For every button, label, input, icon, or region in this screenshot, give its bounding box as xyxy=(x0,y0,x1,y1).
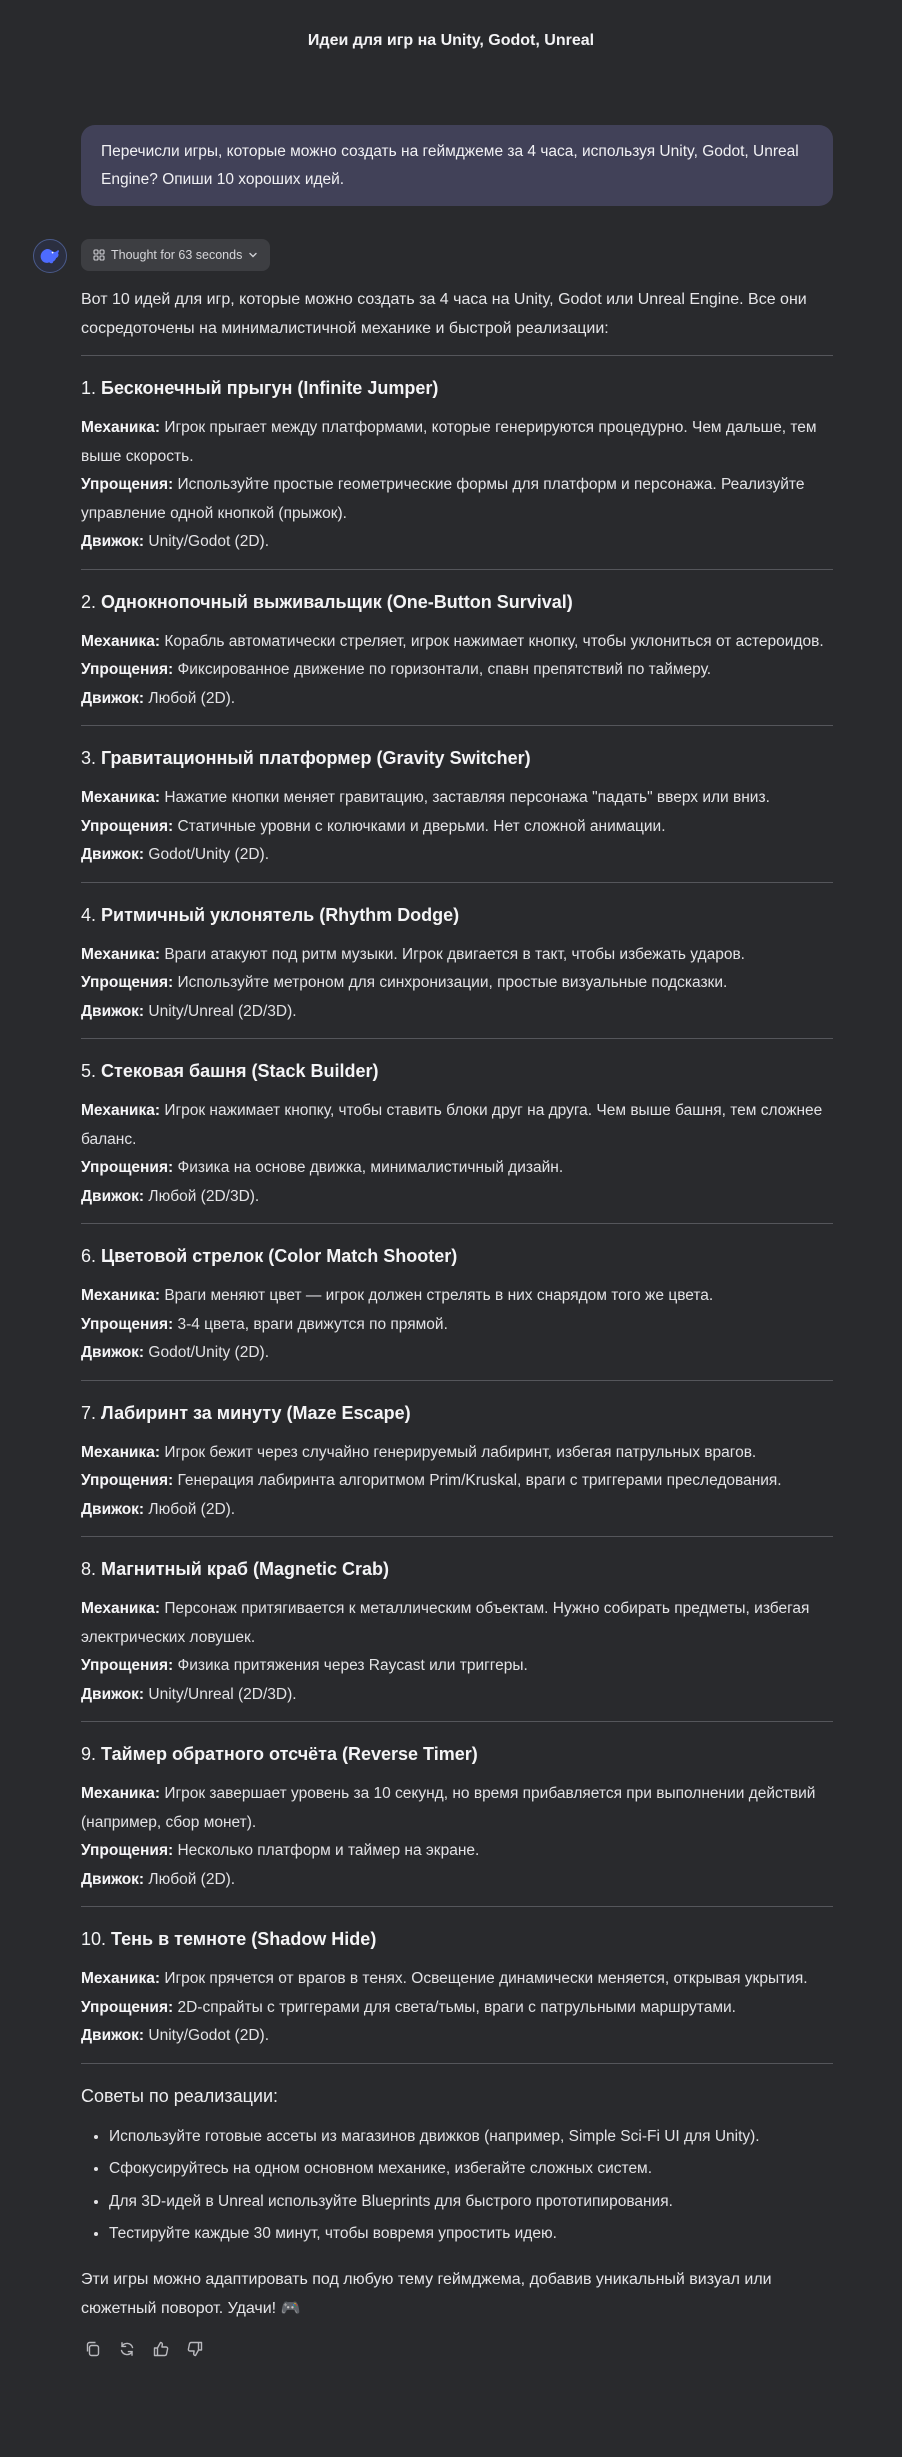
tip-item: • Сфокусируйтесь на одном основном механике, избегайте сложных систем. xyxy=(109,2153,833,2186)
simplify-text: Статичные уровни с колючками и дверьми. Нет сложной анимации. xyxy=(177,817,666,835)
idea-item xyxy=(81,355,833,557)
idea-title xyxy=(81,1742,833,1766)
simplify-label: Упрощения: xyxy=(81,1657,174,1674)
idea-item xyxy=(81,1536,833,1709)
idea-name: Магнитный краб (Magnetic Crab) xyxy=(101,1559,389,1579)
idea-number: 7. xyxy=(81,1402,97,1423)
divider xyxy=(81,1906,833,1907)
idea-title xyxy=(81,376,833,400)
idea-number: 5. xyxy=(81,1061,97,1081)
assistant-logo-icon xyxy=(33,239,67,273)
mechanic-label: Механика: xyxy=(81,632,160,650)
engine-text: Unity/Unreal (2D/3D). xyxy=(148,1002,297,1020)
engine-text: Любой (2D). xyxy=(148,689,236,707)
idea-item xyxy=(81,1380,833,1525)
simplify-text: Фиксированное движение по горизонтали, спавн препятствий по таймеру. xyxy=(177,661,712,678)
idea-number: 2. xyxy=(81,591,97,612)
tips-list xyxy=(81,2121,833,2251)
mechanic-label: Механика: xyxy=(81,419,160,436)
idea-engine xyxy=(81,1339,833,1368)
simplify-text: Используйте простые геометрические формы для платформ и персонажа. Реализуйте управление одной кнопкой (прыжок). xyxy=(81,476,805,522)
idea-mechanic xyxy=(81,941,833,970)
idea-mechanic xyxy=(81,1780,833,1837)
idea-engine xyxy=(81,998,833,1027)
idea-title xyxy=(81,903,833,927)
idea-name: Бесконечный прыгун (Infinite Jumper) xyxy=(101,378,439,398)
idea-number: 3. xyxy=(81,748,97,768)
engine-label: Движок: xyxy=(81,1685,145,1703)
idea-mechanic xyxy=(81,414,833,471)
idea-simplify xyxy=(81,1467,833,1496)
idea-title xyxy=(81,1244,833,1268)
idea-mechanic xyxy=(81,784,833,813)
simplify-label: Упрощения: xyxy=(81,1159,174,1176)
engine-text: Любой (2D). xyxy=(148,1500,236,1518)
engine-text: Godot/Unity (2D). xyxy=(148,1344,270,1361)
engine-label: Движок: xyxy=(81,689,145,707)
simplify-text: Несколько платформ и таймер на экране. xyxy=(177,1842,480,1859)
idea-name: Тень в темноте (Shadow Hide) xyxy=(111,1929,377,1949)
idea-mechanic xyxy=(81,1965,833,1994)
idea-title xyxy=(81,1927,833,1951)
engine-text: Любой (2D). xyxy=(148,1870,236,1888)
idea-title xyxy=(81,1557,833,1581)
engine-label: Движок: xyxy=(81,1870,145,1888)
divider xyxy=(81,1536,833,1537)
idea-engine xyxy=(81,1183,833,1212)
copy-icon[interactable] xyxy=(83,2339,103,2359)
idea-name: Таймер обратного отсчёта (Reverse Timer) xyxy=(101,1744,478,1764)
idea-mechanic xyxy=(81,1439,833,1468)
simplify-text: Генерация лабиринта алгоритмом Prim/Kruskal, враги с триггерами преследования. xyxy=(177,1472,782,1489)
thinking-icon xyxy=(93,249,105,261)
thought-label: Thought for 63 seconds xyxy=(111,248,243,262)
mechanic-text: Враги атакуют под ритм музыки. Игрок двигается в такт, чтобы избежать ударов. xyxy=(164,945,745,963)
simplify-text: 2D-спрайты с триггерами для света/тьмы, враги с патрульными маршрутами. xyxy=(177,1998,736,2016)
simplify-label: Упрощения: xyxy=(81,1998,174,2016)
engine-label: Движок: xyxy=(81,1187,145,1205)
mechanic-text: Игрок прыгает между платформами, которые генерируются процедурно. Чем дальше, тем выше скорость. xyxy=(81,419,817,465)
outro-paragraph: Эти игры можно адаптировать под любую тему геймджема, добавив уникальный визуал или сюжетный поворот. Удачи! 🎮 xyxy=(81,2270,772,2317)
divider xyxy=(81,1223,833,1224)
tip-item: • Тестируйте каждые 30 минут, чтобы вовремя упростить идею. xyxy=(109,2218,833,2251)
simplify-label: Упрощения: xyxy=(81,1472,174,1489)
idea-name: Стековая башня (Stack Builder) xyxy=(101,1061,379,1081)
user-message-bubble: Перечисли игры, которые можно создать на геймджеме за 4 часа, используя Unity, Godot, Unreal Engine? Опиши 10 хороших идей. xyxy=(81,125,833,206)
mechanic-text: Игрок завершает уровень за 10 секунд, но время прибавляется при выполнении действий (например, сбор монет). xyxy=(81,1785,816,1831)
simplify-text: Используйте метроном для синхронизации, простые визуальные подсказки. xyxy=(177,974,728,991)
idea-item xyxy=(81,1721,833,1894)
idea-simplify xyxy=(81,1652,833,1681)
simplify-label: Упрощения: xyxy=(81,1842,174,1859)
thumbs-down-icon[interactable] xyxy=(185,2339,205,2359)
idea-item xyxy=(81,1038,833,1211)
divider xyxy=(81,1038,833,1039)
idea-simplify xyxy=(81,471,833,528)
idea-name: Гравитационный платформер (Gravity Switcher) xyxy=(101,748,531,768)
mechanic-text: Персонаж притягивается к металлическим объектам. Нужно собирать предметы, избегая электрических ловушек. xyxy=(81,1600,810,1646)
message-actions xyxy=(83,2339,833,2399)
mechanic-label: Механика: xyxy=(81,1600,160,1617)
idea-item xyxy=(81,725,833,870)
idea-name: Лабиринт за минуту (Maze Escape) xyxy=(101,1402,411,1423)
idea-number: 4. xyxy=(81,904,97,925)
idea-item xyxy=(81,882,833,1027)
tips-heading: Советы по реализации: xyxy=(81,2085,278,2106)
mechanic-text: Корабль автоматически стреляет, игрок нажимает кнопку, чтобы уклониться от астероидов. xyxy=(164,632,824,650)
divider xyxy=(81,882,833,883)
mechanic-text: Нажатие кнопки меняет гравитацию, заставляя персонажа "падать" вверх или вниз. xyxy=(164,789,770,806)
divider xyxy=(81,1380,833,1381)
mechanic-label: Механика: xyxy=(81,1785,160,1802)
engine-text: Любой (2D/3D). xyxy=(148,1187,260,1205)
idea-engine xyxy=(81,841,833,870)
thumbs-up-icon[interactable] xyxy=(151,2339,171,2359)
simplify-label: Упрощения: xyxy=(81,661,174,678)
regenerate-icon[interactable] xyxy=(117,2339,137,2359)
idea-item xyxy=(81,1906,833,2051)
idea-title xyxy=(81,746,833,770)
simplify-label: Упрощения: xyxy=(81,1315,174,1333)
simplify-text: 3-4 цвета, враги движутся по прямой. xyxy=(177,1315,448,1333)
tip-item: • Для 3D-идей в Unreal используйте Blueprints для быстрого прототипирования. xyxy=(109,2186,833,2219)
engine-text: Unity/Godot (2D). xyxy=(148,533,270,550)
mechanic-label: Механика: xyxy=(81,789,160,806)
idea-number: 1. xyxy=(81,378,97,398)
engine-label: Движок: xyxy=(81,1344,145,1361)
idea-title xyxy=(81,590,833,614)
idea-engine xyxy=(81,2022,833,2051)
idea-simplify xyxy=(81,1154,833,1183)
engine-text: Godot/Unity (2D). xyxy=(148,846,270,863)
tip-item: • Используйте готовые ассеты из магазинов движков (например, Simple Sci-Fi UI для Unity). xyxy=(109,2121,833,2154)
idea-item xyxy=(81,569,833,714)
idea-number: 9. xyxy=(81,1744,97,1764)
divider xyxy=(81,725,833,726)
idea-name: Цветовой стрелок (Color Match Shooter) xyxy=(101,1246,458,1266)
engine-label: Движок: xyxy=(81,1500,145,1518)
idea-simplify xyxy=(81,656,833,685)
assistant-response xyxy=(0,239,902,2399)
intro-paragraph: Вот 10 идей для игр, которые можно создать за 4 часа на Unity, Godot или Unreal Engine. Все они сосредоточены на минималистичной механике и быстрой реализации: xyxy=(81,291,807,337)
idea-mechanic xyxy=(81,1282,833,1311)
simplify-label: Упрощения: xyxy=(81,476,174,493)
mechanic-text: Игрок нажимает кнопку, чтобы ставить блоки друг на друга. Чем выше башня, тем сложнее баланс. xyxy=(81,1102,823,1148)
idea-simplify xyxy=(81,1994,833,2023)
engine-label: Движок: xyxy=(81,1002,145,1020)
assistant-message-body xyxy=(81,285,833,2399)
chat-title: Идеи для игр на Unity, Godot, Unreal xyxy=(307,32,595,49)
simplify-label: Упрощения: xyxy=(81,974,174,991)
idea-engine xyxy=(81,685,833,714)
idea-number: 10. xyxy=(81,1929,107,1949)
mechanic-text: Игрок прячется от врагов в тенях. Освещение динамически меняется, открывая укрытия. xyxy=(164,1970,808,1987)
divider xyxy=(81,569,833,570)
divider xyxy=(81,2063,833,2064)
simplify-text: Физика притяжения через Raycast или триггеры. xyxy=(177,1657,528,1674)
idea-name: Ритмичный уклонятель (Rhythm Dodge) xyxy=(101,904,460,925)
idea-simplify xyxy=(81,813,833,842)
idea-mechanic xyxy=(81,1595,833,1652)
mechanic-label: Механика: xyxy=(81,945,160,963)
idea-engine xyxy=(81,528,833,557)
engine-label: Движок: xyxy=(81,846,145,863)
idea-engine xyxy=(81,1866,833,1895)
idea-simplify xyxy=(81,1837,833,1866)
idea-mechanic xyxy=(81,1097,833,1154)
mechanic-text: Игрок бежит через случайно генерируемый лабиринт, избегая патрульных врагов. xyxy=(164,1443,757,1461)
idea-item xyxy=(81,1223,833,1368)
idea-title xyxy=(81,1059,833,1083)
idea-mechanic xyxy=(81,628,833,657)
mechanic-label: Механика: xyxy=(81,1970,160,1987)
engine-label: Движок: xyxy=(81,533,145,550)
engine-text: Unity/Godot (2D). xyxy=(148,2027,270,2044)
idea-name: Однокнопочный выживальщик (One-Button Survival) xyxy=(101,591,573,612)
ideas-list xyxy=(81,355,833,2051)
simplify-label: Упрощения: xyxy=(81,817,174,835)
thought-toggle-button[interactable] xyxy=(81,239,270,271)
idea-simplify xyxy=(81,969,833,998)
idea-number: 6. xyxy=(81,1246,97,1266)
divider xyxy=(81,1721,833,1722)
divider xyxy=(81,355,833,356)
idea-engine xyxy=(81,1681,833,1710)
idea-title xyxy=(81,1401,833,1425)
engine-label: Движок: xyxy=(81,2027,145,2044)
mechanic-label: Механика: xyxy=(81,1287,160,1304)
idea-engine xyxy=(81,1496,833,1525)
idea-number: 8. xyxy=(81,1559,97,1579)
idea-simplify xyxy=(81,1311,833,1340)
chevron-down-icon xyxy=(248,250,258,260)
mechanic-text: Враги меняют цвет — игрок должен стрелять в них снарядом того же цвета. xyxy=(164,1287,714,1304)
mechanic-label: Механика: xyxy=(81,1443,160,1461)
engine-text: Unity/Unreal (2D/3D). xyxy=(148,1685,297,1703)
simplify-text: Физика на основе движка, минималистичный дизайн. xyxy=(177,1159,564,1176)
mechanic-label: Механика: xyxy=(81,1102,160,1119)
